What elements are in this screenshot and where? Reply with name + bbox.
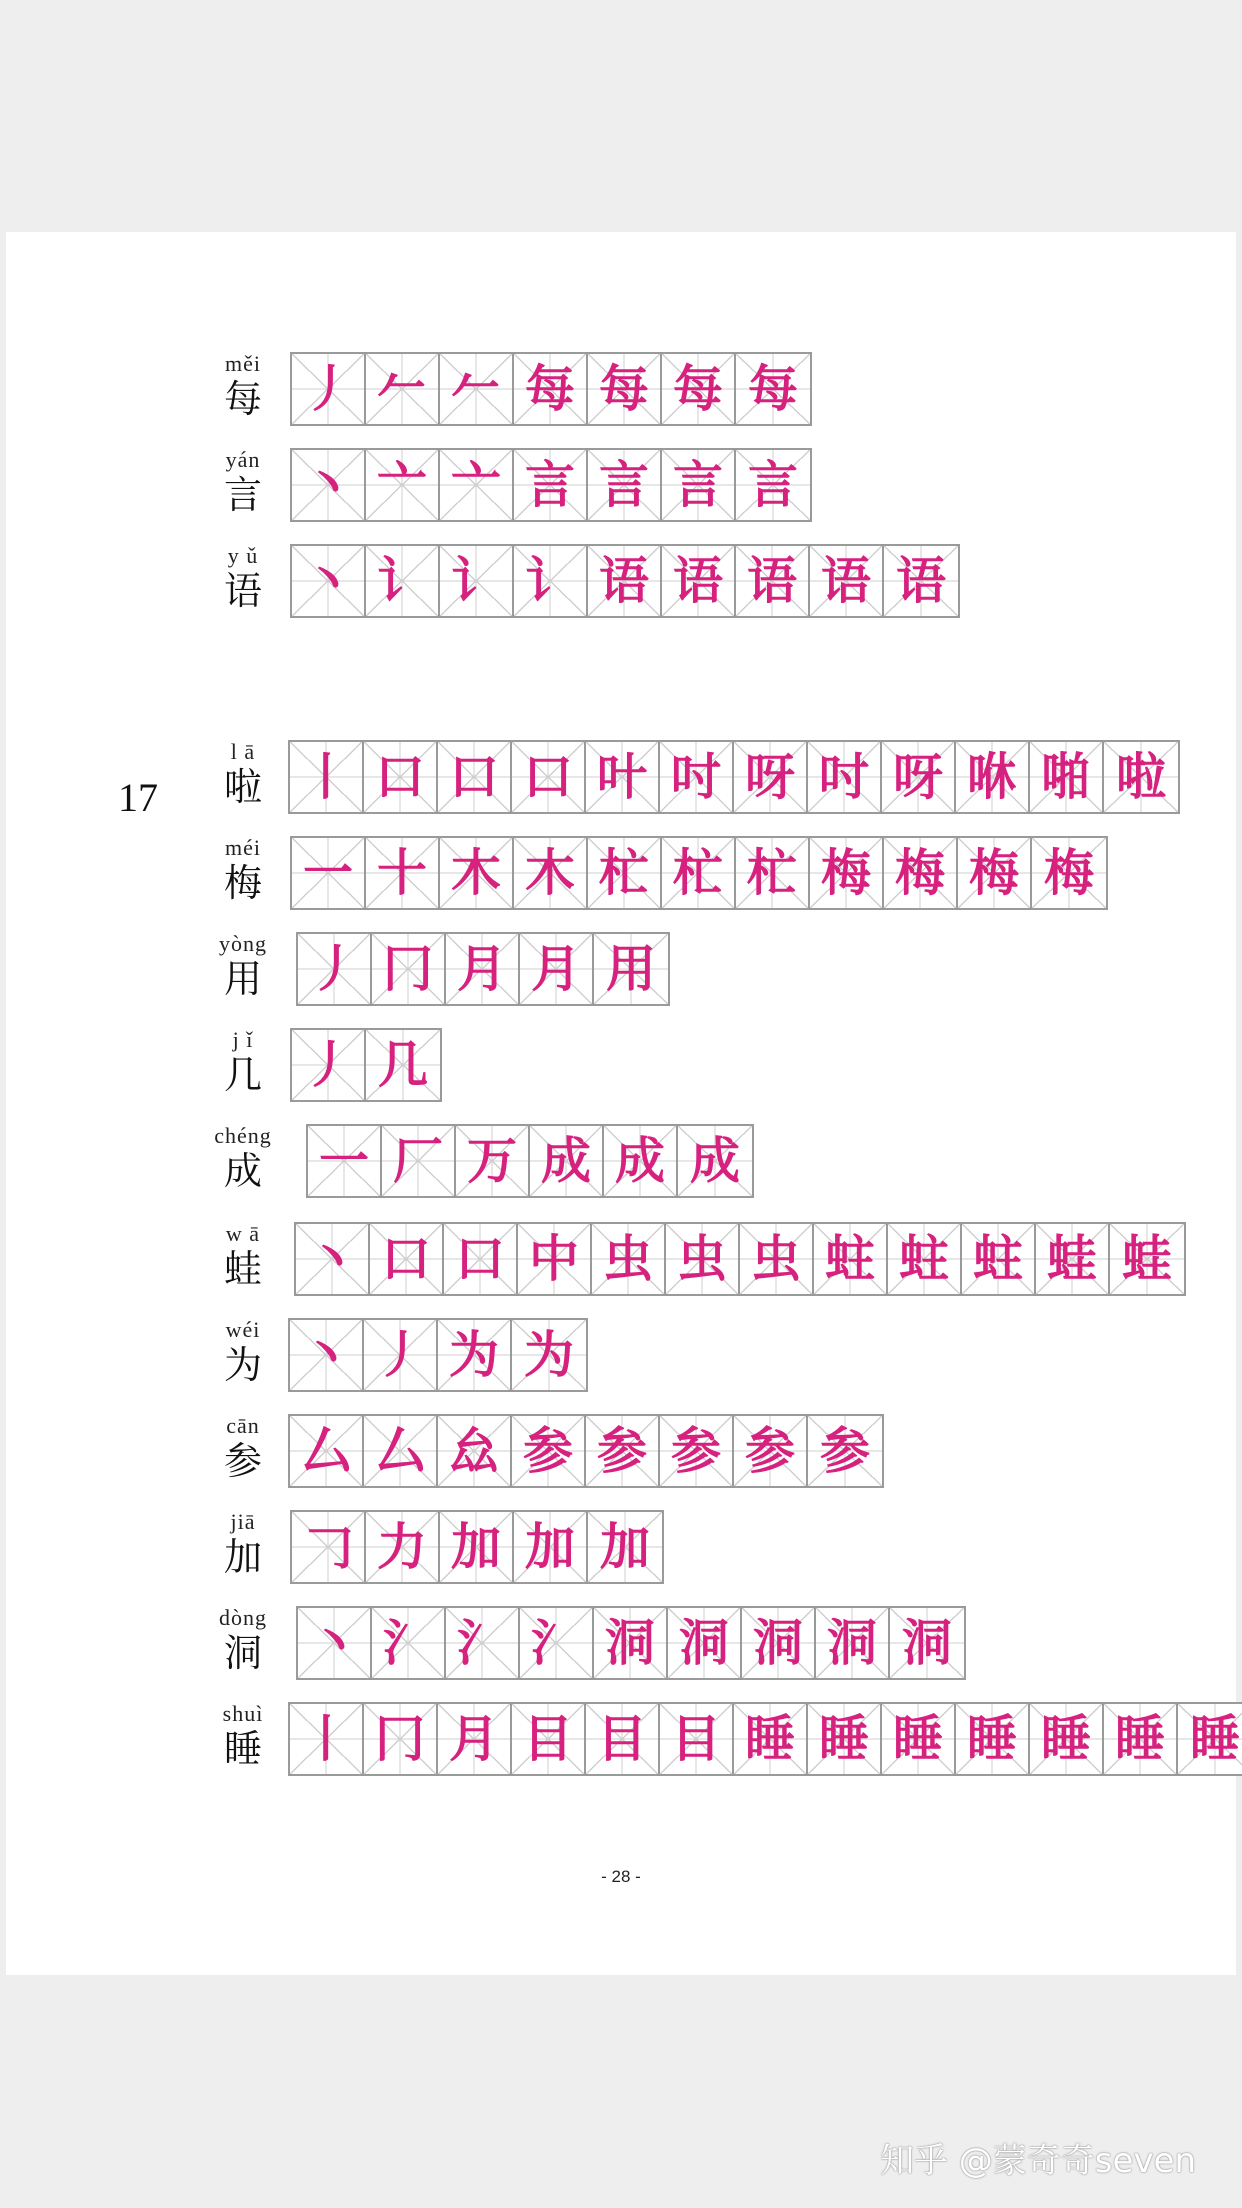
stroke-step: 睡 [1115, 1710, 1165, 1768]
tianzige-cell [514, 838, 588, 908]
tianzige-cell [956, 742, 1030, 812]
stroke-step: 讠 [377, 552, 427, 610]
tianzige-cell [594, 1608, 668, 1678]
stroke-order-grid [288, 1702, 1242, 1776]
tianzige-cell [438, 1320, 512, 1390]
tianzige-cell [592, 1224, 666, 1294]
tianzige-cell [734, 1416, 808, 1486]
tianzige-cell [530, 1126, 604, 1196]
stroke-order-grid [290, 352, 812, 426]
stroke-order-grid [290, 544, 960, 618]
stroke-step: 目 [597, 1710, 647, 1768]
stroke-step: 虫 [603, 1230, 653, 1288]
tianzige-cell [446, 1608, 520, 1678]
stroke-step: 成 [615, 1132, 665, 1190]
stroke-order-grid [306, 1124, 754, 1198]
tianzige-cell [512, 1320, 586, 1390]
stroke-step: 梅 [969, 844, 1019, 902]
stroke-step: 梅 [895, 844, 945, 902]
tianzige-cell [308, 1126, 382, 1196]
hanzi: 参 [223, 1439, 262, 1483]
pinyin: wéi [225, 1317, 261, 1342]
stroke-step: 口 [449, 748, 499, 806]
tianzige-cell [662, 450, 736, 520]
stroke-step: 啦 [1116, 748, 1166, 806]
pinyin: měi [225, 351, 261, 376]
tianzige-cell [456, 1126, 530, 1196]
stroke-order-grid [288, 1414, 884, 1488]
stroke-step: 加 [525, 1518, 575, 1576]
tianzige-cell [816, 1608, 890, 1678]
tianzige-cell [736, 354, 810, 424]
stroke-step: 洞 [902, 1614, 952, 1672]
stroke-step: 梅 [1044, 844, 1094, 902]
tianzige-cell [366, 546, 440, 616]
stroke-step: 𠂉 [377, 360, 427, 418]
tianzige-cell [808, 742, 882, 812]
tianzige-cell [958, 838, 1032, 908]
stroke-step: 每 [673, 360, 723, 418]
tianzige-cell [372, 1608, 446, 1678]
stroke-order-grid [296, 1606, 966, 1680]
tianzige-cell [372, 934, 446, 1004]
stroke-step: 吋 [671, 748, 721, 806]
hanzi: 言 [223, 473, 262, 517]
tianzige-cell [604, 1126, 678, 1196]
stroke-step: 睡 [1041, 1710, 1091, 1768]
stroke-step: 成 [541, 1132, 591, 1190]
stroke-step: 氵 [457, 1614, 507, 1672]
stroke-step: 蛀 [973, 1230, 1023, 1288]
pinyin: y ǔ [227, 543, 259, 568]
tianzige-cell [438, 742, 512, 812]
stroke-step: 言 [525, 456, 575, 514]
tianzige-cell [440, 838, 514, 908]
tianzige-cell [298, 934, 372, 1004]
tianzige-cell [292, 838, 366, 908]
stroke-step: 氵 [383, 1614, 433, 1672]
tianzige-cell [364, 1704, 438, 1774]
stroke-step: 言 [599, 456, 649, 514]
hanzi: 洞 [223, 1631, 262, 1675]
stroke-step: 洞 [605, 1614, 655, 1672]
stroke-step: 口 [375, 748, 425, 806]
tianzige-cell [962, 1224, 1036, 1294]
worksheet-page [6, 232, 1240, 1975]
stroke-step: 咻 [967, 748, 1017, 806]
tianzige-cell [742, 1608, 816, 1678]
stroke-step: 蛀 [899, 1230, 949, 1288]
stroke-step: 参 [671, 1422, 721, 1480]
tianzige-cell [808, 1416, 882, 1486]
hanzi: 睡 [223, 1727, 262, 1771]
stroke-step: 语 [821, 552, 871, 610]
tianzige-cell [512, 1704, 586, 1774]
tianzige-cell [446, 934, 520, 1004]
tianzige-cell [594, 934, 668, 1004]
stroke-step: 几 [378, 1036, 428, 1094]
stroke-step: 丿 [303, 1036, 353, 1094]
char-row-加 [6, 1510, 1236, 1590]
char-row-睡 [6, 1701, 1240, 1782]
stroke-step: 丨 [301, 748, 351, 806]
stroke-step: 中 [529, 1230, 579, 1288]
stroke-step: 口 [455, 1230, 505, 1288]
tianzige-cell [366, 838, 440, 908]
tianzige-cell [298, 1608, 372, 1678]
tianzige-cell [736, 838, 810, 908]
stroke-step: 蛙 [1047, 1230, 1097, 1288]
watermark: 知乎 @蒙奇奇seven [880, 2141, 1197, 2181]
stroke-step: 参 [597, 1422, 647, 1480]
stroke-step: 十 [377, 844, 427, 902]
stroke-order-grid [296, 932, 670, 1006]
tianzige-cell [290, 1704, 364, 1774]
char-row-用 [6, 932, 1236, 1012]
stroke-step: 亠 [377, 456, 427, 514]
tianzige-cell [438, 1416, 512, 1486]
stroke-step: 洞 [679, 1614, 729, 1672]
stroke-step: 力 [377, 1518, 427, 1576]
tianzige-cell [520, 1608, 594, 1678]
stroke-step: 氵 [531, 1614, 581, 1672]
tianzige-cell [1110, 1224, 1184, 1294]
tianzige-cell [290, 1320, 364, 1390]
tianzige-cell [668, 1608, 742, 1678]
tianzige-cell [1032, 838, 1106, 908]
tianzige-cell [364, 742, 438, 812]
stroke-step: 语 [599, 552, 649, 610]
stroke-step: 一 [303, 844, 353, 902]
tianzige-cell [660, 742, 734, 812]
stroke-order-grid [290, 836, 1108, 910]
pinyin: méi [225, 835, 261, 860]
tianzige-cell [440, 450, 514, 520]
stroke-step: 用 [606, 940, 656, 998]
stroke-step: 木 [525, 844, 575, 902]
stroke-step: 口 [523, 748, 573, 806]
tianzige-cell [1178, 1704, 1242, 1774]
stroke-step: 言 [748, 456, 798, 514]
pinyin: jiā [230, 1509, 256, 1534]
tianzige-cell [518, 1224, 592, 1294]
stroke-step: 丨 [301, 1710, 351, 1768]
pinyin: l ā [230, 739, 256, 764]
tianzige-cell [736, 546, 810, 616]
tianzige-cell [440, 1512, 514, 1582]
stroke-step: 洞 [827, 1614, 877, 1672]
tianzige-cell [520, 934, 594, 1004]
tianzige-cell [586, 742, 660, 812]
stroke-step: 蛀 [825, 1230, 875, 1288]
char-row-洞 [6, 1606, 1236, 1686]
tianzige-cell [292, 546, 366, 616]
stroke-step: 目 [671, 1710, 721, 1768]
stroke-step: 加 [451, 1518, 501, 1576]
tianzige-cell [884, 546, 958, 616]
tianzige-cell [662, 546, 736, 616]
stroke-step: 睡 [967, 1710, 1017, 1768]
tianzige-cell [740, 1224, 814, 1294]
tianzige-cell [736, 450, 810, 520]
stroke-step: 厽 [449, 1422, 499, 1480]
stroke-step: 梅 [821, 844, 871, 902]
stroke-step: 木 [451, 844, 501, 902]
stroke-step: 厶 [375, 1422, 425, 1480]
char-row-语 [6, 544, 1236, 624]
tianzige-cell [514, 450, 588, 520]
stroke-step: 为 [449, 1326, 499, 1384]
stroke-step: 参 [820, 1422, 870, 1480]
stroke-step: 丶 [303, 552, 353, 610]
char-row-啦 [6, 740, 1236, 820]
char-row-言 [6, 448, 1236, 528]
hanzi: 用 [223, 957, 262, 1001]
tianzige-cell [296, 1224, 370, 1294]
pinyin: yán [225, 447, 261, 472]
stroke-step: 一 [319, 1132, 369, 1190]
tianzige-cell [890, 1608, 964, 1678]
stroke-step: 厶 [301, 1422, 351, 1480]
stroke-step: 吋 [819, 748, 869, 806]
stroke-step: 睡 [893, 1710, 943, 1768]
stroke-step: 呀 [893, 748, 943, 806]
stroke-step: 语 [896, 552, 946, 610]
stroke-step: 𠃌 [303, 1518, 353, 1576]
tianzige-cell [882, 742, 956, 812]
char-row-几 [6, 1028, 1236, 1108]
tianzige-cell [382, 1126, 456, 1196]
tianzige-cell [364, 1416, 438, 1486]
tianzige-cell [588, 450, 662, 520]
tianzige-cell [588, 1512, 662, 1582]
pinyin: chéng [214, 1123, 272, 1148]
stroke-order-grid [290, 1510, 664, 1584]
tianzige-cell [586, 1416, 660, 1486]
tianzige-cell [440, 354, 514, 424]
tianzige-cell [588, 546, 662, 616]
tianzige-cell [292, 354, 366, 424]
hanzi: 蛙 [223, 1247, 262, 1291]
tianzige-cell [512, 1416, 586, 1486]
tianzige-cell [444, 1224, 518, 1294]
stroke-step: 讠 [451, 552, 501, 610]
tianzige-cell [884, 838, 958, 908]
stroke-step: 为 [524, 1326, 574, 1384]
hanzi: 成 [223, 1149, 262, 1193]
char-row-参 [6, 1414, 1236, 1494]
tianzige-cell [438, 1704, 512, 1774]
tianzige-cell [366, 354, 440, 424]
hanzi: 语 [223, 569, 262, 613]
stroke-step: 丶 [307, 1230, 357, 1288]
tianzige-cell [1104, 1704, 1178, 1774]
char-row-为 [6, 1318, 1236, 1398]
hanzi: 梅 [223, 861, 262, 905]
hanzi: 每 [223, 377, 262, 421]
stroke-order-grid [288, 740, 1180, 814]
stroke-step: 言 [673, 456, 723, 514]
char-row-梅 [6, 836, 1236, 916]
pinyin: dòng [219, 1605, 267, 1630]
stroke-step: 虫 [677, 1230, 727, 1288]
tianzige-cell [588, 838, 662, 908]
stroke-step: 月 [531, 940, 581, 998]
stroke-step: 丿 [375, 1326, 425, 1384]
tianzige-cell [370, 1224, 444, 1294]
hanzi: 为 [223, 1343, 262, 1387]
stroke-step: 成 [690, 1132, 740, 1190]
stroke-step: 每 [525, 360, 575, 418]
hanzi: 啦 [223, 765, 262, 809]
tianzige-cell [956, 1704, 1030, 1774]
tianzige-cell [660, 1416, 734, 1486]
tianzige-cell [366, 1512, 440, 1582]
stroke-step: 睡 [745, 1710, 795, 1768]
stroke-step: 参 [745, 1422, 795, 1480]
tianzige-cell [586, 1704, 660, 1774]
tianzige-cell [666, 1224, 740, 1294]
tianzige-cell [292, 450, 366, 520]
stroke-step: 参 [523, 1422, 573, 1480]
stroke-step: 杧 [673, 844, 723, 902]
tianzige-cell [514, 354, 588, 424]
stroke-step: 月 [449, 1710, 499, 1768]
stroke-step: 冂 [383, 940, 433, 998]
tianzige-cell [512, 742, 586, 812]
char-row-成 [6, 1124, 1236, 1204]
tianzige-cell [1030, 1704, 1104, 1774]
stroke-step: 丶 [301, 1326, 351, 1384]
tianzige-cell [290, 1416, 364, 1486]
tianzige-cell [440, 546, 514, 616]
stroke-step: 丿 [309, 940, 359, 998]
tianzige-cell [588, 354, 662, 424]
stroke-step: 丶 [303, 456, 353, 514]
pinyin: cān [226, 1413, 260, 1438]
stroke-step: 啪 [1041, 748, 1091, 806]
page-number: - 28 - [601, 1867, 641, 1886]
tianzige-cell [292, 1512, 366, 1582]
tianzige-cell [514, 1512, 588, 1582]
stroke-step: 杧 [747, 844, 797, 902]
stroke-order-grid [290, 1028, 442, 1102]
stroke-step: 丿 [303, 360, 353, 418]
stroke-step: 万 [467, 1132, 517, 1190]
stroke-step: 丶 [309, 1614, 359, 1672]
tianzige-cell [808, 1704, 882, 1774]
tianzige-cell [882, 1704, 956, 1774]
stroke-order-grid [294, 1222, 1186, 1296]
tianzige-cell [734, 742, 808, 812]
tianzige-cell [888, 1224, 962, 1294]
stroke-step: 每 [748, 360, 798, 418]
tianzige-cell [364, 1320, 438, 1390]
tianzige-cell [1030, 742, 1104, 812]
stroke-step: 洞 [753, 1614, 803, 1672]
tianzige-cell [662, 354, 736, 424]
tianzige-cell [734, 1704, 808, 1774]
tianzige-cell [292, 1030, 366, 1100]
tianzige-cell [810, 838, 884, 908]
stroke-order-grid [288, 1318, 588, 1392]
stroke-order-grid [290, 448, 812, 522]
tianzige-cell [660, 1704, 734, 1774]
stroke-step: 睡 [1190, 1710, 1240, 1768]
pinyin: shuì [222, 1701, 264, 1726]
tianzige-cell [678, 1126, 752, 1196]
tianzige-cell [662, 838, 736, 908]
stroke-step: 语 [673, 552, 723, 610]
stroke-step: 叶 [597, 748, 647, 806]
stroke-step: 蛙 [1122, 1230, 1172, 1288]
hanzi: 加 [223, 1535, 262, 1579]
pinyin: yòng [219, 931, 267, 956]
stroke-step: 口 [381, 1230, 431, 1288]
stroke-step: 厂 [393, 1132, 443, 1190]
stroke-step: 讠 [525, 552, 575, 610]
pinyin: j ǐ [232, 1027, 254, 1052]
stroke-step: 加 [600, 1518, 650, 1576]
char-row-每 [6, 352, 1236, 432]
stroke-step: 睡 [819, 1710, 869, 1768]
stroke-step: 𠂉 [451, 360, 501, 418]
tianzige-cell [1036, 1224, 1110, 1294]
stroke-step: 呀 [745, 748, 795, 806]
stroke-step: 杧 [599, 844, 649, 902]
stroke-step: 每 [599, 360, 649, 418]
tianzige-cell [290, 742, 364, 812]
tianzige-cell [810, 546, 884, 616]
tianzige-cell [814, 1224, 888, 1294]
hanzi: 几 [223, 1053, 262, 1097]
stroke-step: 冂 [375, 1710, 425, 1768]
lesson-number: 17 [118, 775, 158, 820]
tianzige-cell [514, 546, 588, 616]
stroke-step: 语 [747, 552, 797, 610]
tianzige-cell [1104, 742, 1178, 812]
char-row-蛙 [6, 1222, 1236, 1302]
stroke-step: 目 [523, 1710, 573, 1768]
tianzige-cell [366, 450, 440, 520]
stroke-step: 虫 [751, 1230, 801, 1288]
stroke-step: 月 [457, 940, 507, 998]
pinyin: w ā [225, 1221, 261, 1246]
tianzige-cell [366, 1030, 440, 1100]
stroke-step: 亠 [451, 456, 501, 514]
